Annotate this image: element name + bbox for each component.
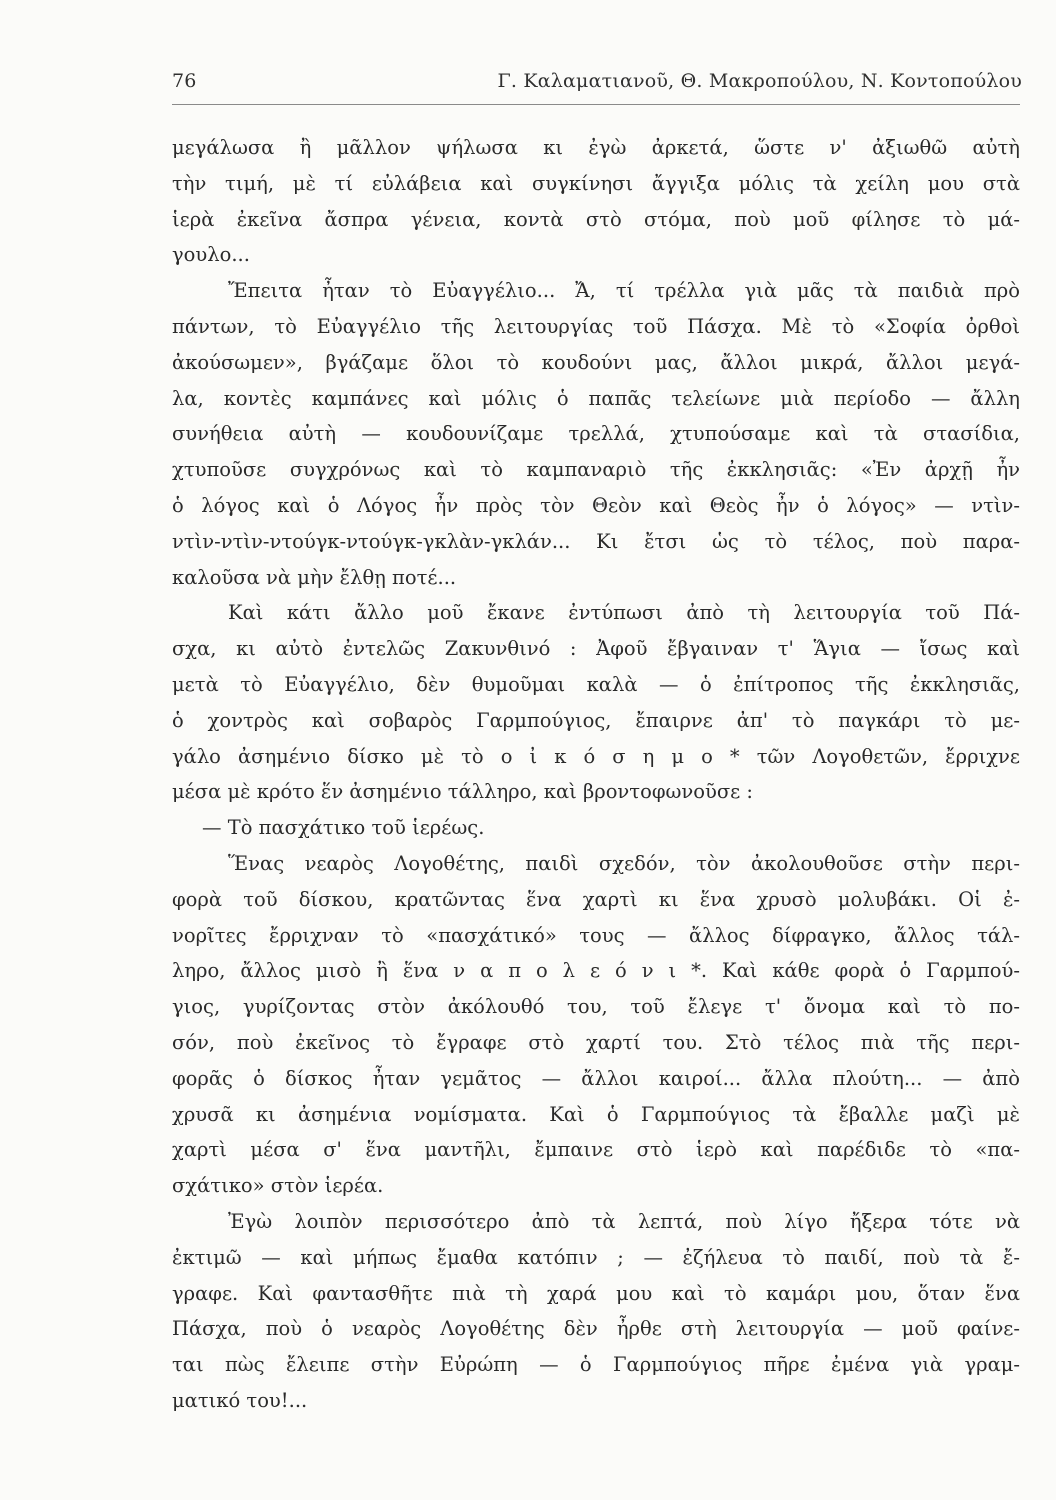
header-rule	[172, 104, 1020, 105]
body-text	[172, 130, 1020, 1419]
text-line: γάλο ἀσημένιο δίσκο μὲ τὸ ο ἰ κ ό σ η μ ο * τῶν Λογοθετῶν, ἔρριχνε	[172, 744, 1020, 768]
text-line: χτυποῦσε συγχρόνως καὶ τὸ καμπαναριὸ τῆς ἐκκλησιᾶς: «Ἐν ἀρχῇ ἦν	[172, 458, 1020, 482]
text-line: γουλο...	[172, 243, 250, 267]
text-line: ὁ χοντρὸς καὶ σοβαρὸς Γαρμπούγιος, ἔπαιρνε ἀπ' τὸ παγκάρι τὸ με-	[172, 708, 1020, 732]
text-line: Ἔπειτα ἦταν τὸ Εὐαγγέλιο... Ἄ, τί τρέλλα γιὰ μᾶς τὰ παιδιὰ πρὸ	[228, 279, 1020, 303]
text-line: τὴν τιμή, μὲ τί εὐλάβεια καὶ συγκίνησι ἄγγιξα μόλις τὰ χείλη μου στὰ	[172, 171, 1020, 195]
text-line: μέσα μὲ κρότο ἕν ἀσημένιο τάλληρο, καὶ βροντοφωνοῦσε :	[172, 780, 754, 804]
text-line: ὁ λόγος καὶ ὁ Λόγος ἦν πρὸς τὸν Θεὸν καὶ Θεὸς ἦν ὁ λόγος» — ντὶν-	[172, 493, 1020, 517]
text-line: σχα, κι αὐτὸ ἐντελῶς Ζακυνθινό : Ἀφοῦ ἔβγαιναν τ' Ἅγια — ἴσως καὶ	[172, 637, 1020, 661]
text-line: φορᾶς ὁ δίσκος ἦταν γεμᾶτος — ἄλλοι καιροί... ἄλλα πλούτη... — ἀπὸ	[172, 1066, 1020, 1090]
text-line: Πάσχα, ποὺ ὁ νεαρὸς Λογοθέτης δὲν ἦρθε στὴ λειτουργία — μοῦ φαίνε-	[172, 1317, 1020, 1341]
text-line: πάντων, τὸ Εὐαγγέλιο τῆς λειτουργίας τοῦ Πάσχα. Μὲ τὸ «Σοφία ὀρθοὶ	[172, 314, 1020, 338]
text-line: καλοῦσα νὰ μὴν ἔλθῃ ποτέ...	[172, 565, 457, 589]
text-line: — Τὸ πασχάτικο τοῦ ἱερέως.	[202, 816, 485, 840]
running-head: Γ. Καλαματιανοῦ, Θ. Μακροπούλου, Ν. Κοντοπούλου	[497, 70, 1022, 92]
text-line: ματικό του!...	[172, 1388, 308, 1412]
text-line: σχάτικο» στὸν ἱερέα.	[172, 1174, 384, 1198]
text-line: σόν, ποὺ ἐκεῖνος τὸ ἔγραφε στὸ χαρτί του. Στὸ τέλος πιὰ τῆς περι-	[172, 1030, 1020, 1054]
text-line: ληρο, ἄλλος μισὸ ἢ ἕνα ν α π ο λ ε ό ν ι *. Καὶ κάθε φορὰ ὁ Γαρμπού-	[172, 959, 1020, 983]
text-line: χαρτὶ μέσα σ' ἕνα μαντῆλι, ἔμπαινε στὸ ἱερὸ καὶ παρέδιδε τὸ «πα-	[172, 1138, 1020, 1162]
text-line: γραφε. Καὶ φαντασθῆτε πιὰ τὴ χαρά μου καὶ τὸ καμάρι μου, ὅταν ἕνα	[172, 1281, 1020, 1305]
text-line: γιος, γυρίζοντας στὸν ἀκόλουθό του, τοῦ ἔλεγε τ' ὄνομα καὶ τὸ πο-	[172, 995, 1020, 1019]
text-line: ται πὼς ἔλειπε στὴν Εὐρώπη — ὁ Γαρμπούγιος πῆρε ἐμένα γιὰ γραμ-	[172, 1353, 1020, 1377]
page-header	[172, 70, 1022, 100]
text-line: λα, κοντὲς καμπάνες καὶ μόλις ὁ παπᾶς τελείωνε μιὰ περίοδο — ἄλλη	[172, 386, 1020, 410]
text-line: συνήθεια αὐτὴ — κουδουνίζαμε τρελλά, χτυπούσαμε καὶ τὰ στασίδια,	[172, 422, 1020, 446]
text-line: μεγάλωσα ἢ μᾶλλον ψήλωσα κι ἐγὼ ἀρκετά, ὥστε ν' ἀξιωθῶ αὐτὴ	[172, 136, 1020, 159]
text-line: ἀκούσωμεν», βγάζαμε ὅλοι τὸ κουδούνι μας, ἄλλοι μικρά, ἄλλοι μεγά-	[172, 350, 1020, 374]
text-line: ντὶν-ντὶν-ντούγκ-ντούγκ-γκλὰν-γκλάν... Κι ἔτσι ὡς τὸ τέλος, ποὺ παρα-	[172, 529, 1020, 553]
text-line: Καὶ κάτι ἄλλο μοῦ ἔκανε ἐντύπωσι ἀπὸ τὴ λειτουργία τοῦ Πά-	[228, 601, 1020, 625]
page-number: 76	[172, 70, 197, 92]
text-line: ἱερὰ ἐκεῖνα ἄσπρα γένεια, κοντὰ στὸ στόμα, ποὺ μοῦ φίλησε τὸ μά-	[172, 207, 1020, 231]
text-line: νορῖτες ἔρριχναν τὸ «πασχάτικό» τους — ἄλλος δίφραγκο, ἄλλος τάλ-	[172, 923, 1020, 947]
text-line: μετὰ τὸ Εὐαγγέλιο, δὲν θυμοῦμαι καλὰ — ὁ ἐπίτροπος τῆς ἐκκλησιᾶς,	[172, 672, 1020, 696]
text-line: φορὰ τοῦ δίσκου, κρατῶντας ἕνα χαρτὶ κι ἕνα χρυσὸ μολυβάκι. Οἱ ἐ-	[172, 887, 1020, 911]
text-line: χρυσᾶ κι ἀσημένια νομίσματα. Καὶ ὁ Γαρμπούγιος τὰ ἔβαλλε μαζὶ μὲ	[172, 1102, 1020, 1126]
text-line: Ἐγὼ λοιπὸν περισσότερο ἀπὸ τὰ λεπτά, ποὺ λίγο ἤξερα τότε νὰ	[228, 1209, 1020, 1233]
text-line: Ἕνας νεαρὸς Λογοθέτης, παιδὶ σχεδόν, τὸν ἀκολουθοῦσε στὴν περι-	[228, 851, 1020, 875]
text-line: ἐκτιμῶ — καὶ μήπως ἔμαθα κατόπιν ; — ἐζήλευα τὸ παιδί, ποὺ τὰ ἔ-	[172, 1245, 1020, 1269]
